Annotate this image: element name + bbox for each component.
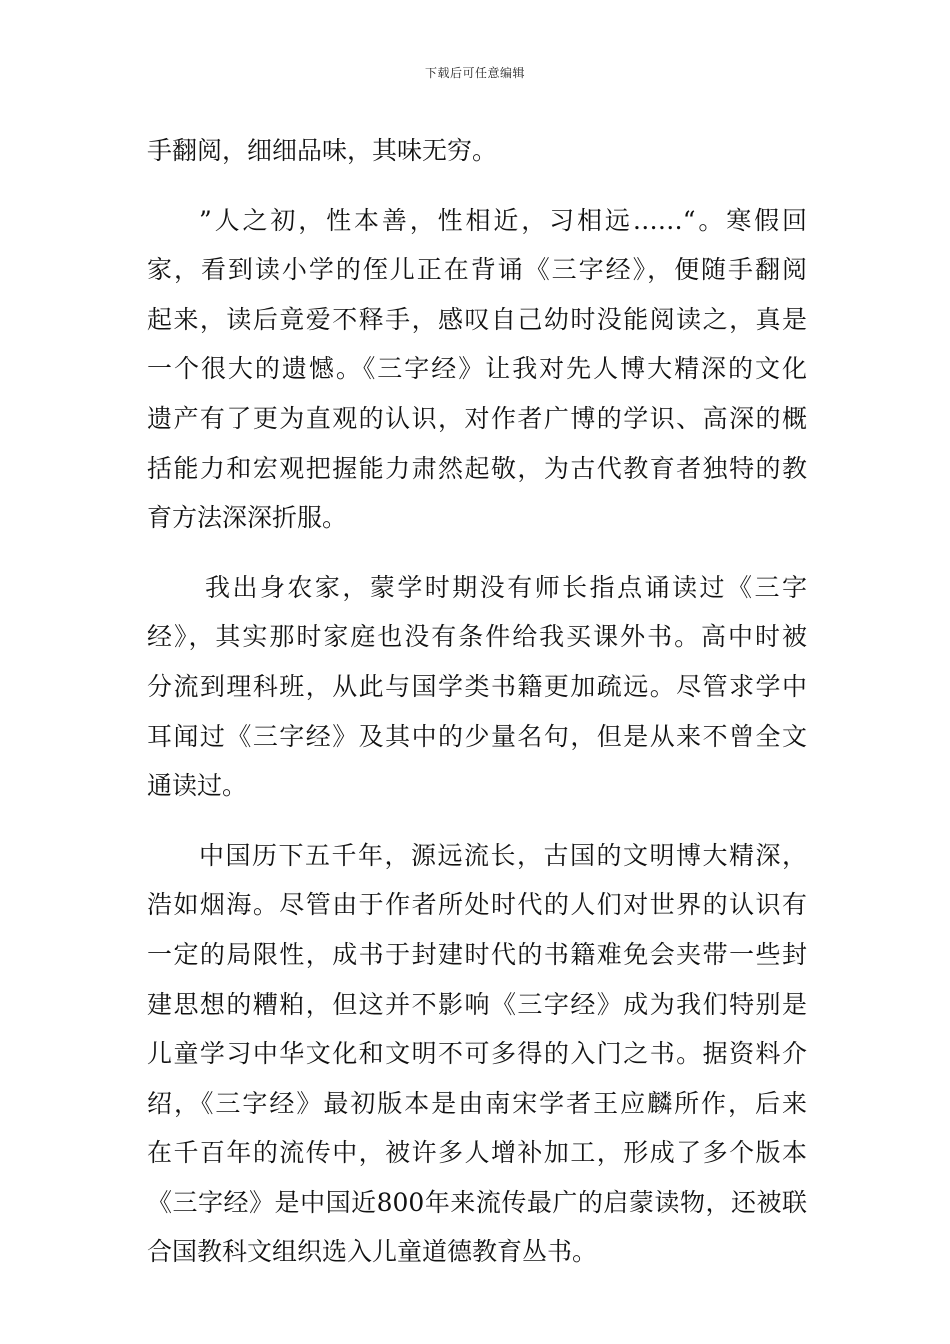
text-line: 《三字经》是中国近800年来流传最广的启蒙读物，还被联 — [147, 1187, 807, 1217]
text-line: 浩如烟海。尽管由于作者所处时代的人们对世界的认识有 — [147, 890, 807, 920]
text-line: 在千百年的流传中，被许多人增补加工，形成了多个版本 — [147, 1138, 807, 1168]
text-line: 绍，《三字经》最初版本是由南宋学者王应麟所作，后来 — [147, 1088, 807, 1118]
paragraph-gap — [147, 176, 807, 196]
text-line: 起来，读后竟爱不释手，感叹自己幼时没能阅读之，真是 — [147, 304, 807, 334]
document-body — [147, 126, 807, 1277]
paragraph-1 — [147, 126, 807, 176]
page-header: 下载后可任意编辑 — [424, 66, 525, 80]
text-line: 经》，其实那时家庭也没有条件给我买课外书。高中时被 — [147, 622, 807, 652]
paragraph-gap — [147, 811, 807, 831]
text-line: 我出身农家，蒙学时期没有师长指点诵读过《三字 — [205, 572, 807, 602]
text-line: 分流到理科班，从此与国学类书籍更加疏远。尽管求学中 — [147, 671, 807, 701]
text-line: ”人之初，性本善，性相近，习相远……“。寒假回 — [199, 205, 807, 235]
text-line: 建思想的糟粕，但这并不影响《三字经》成为我们特别是 — [147, 989, 807, 1019]
paragraph-gap — [147, 543, 807, 563]
text-line: 手翻阅，细细品味，其味无穷。 — [147, 136, 498, 165]
text-line: 合国教科文组织选入儿童道德教育丛书。 — [147, 1237, 598, 1267]
text-line: 耳闻过《三字经》及其中的少量名句，但是从来不曾全文 — [147, 721, 807, 751]
text-line: 中国历下五千年，源远流长，古国的文明博大精深， — [199, 840, 807, 870]
paragraph-2 — [147, 196, 807, 543]
paragraph-3 — [147, 563, 807, 811]
text-line: 遗产有了更为直观的认识，对作者广博的学识、高深的概 — [147, 403, 807, 433]
text-line: 儿童学习中华文化和文明不可多得的入门之书。据资料介 — [147, 1039, 807, 1069]
text-line: 家，看到读小学的侄儿正在背诵《三字经》，便随手翻阅 — [147, 255, 807, 285]
text-line: 一定的局限性，成书于封建时代的书籍难免会夹带一些封 — [147, 939, 807, 969]
text-line: 括能力和宏观把握能力肃然起敬，为古代教育者独特的教 — [147, 453, 807, 483]
text-line: 通读过。 — [147, 771, 248, 801]
text-line: 育方法深深折服。 — [147, 503, 348, 533]
text-line: 一个很大的遗憾。《三字经》让我对先人博大精深的文化 — [147, 354, 807, 384]
paragraph-4 — [147, 831, 807, 1277]
